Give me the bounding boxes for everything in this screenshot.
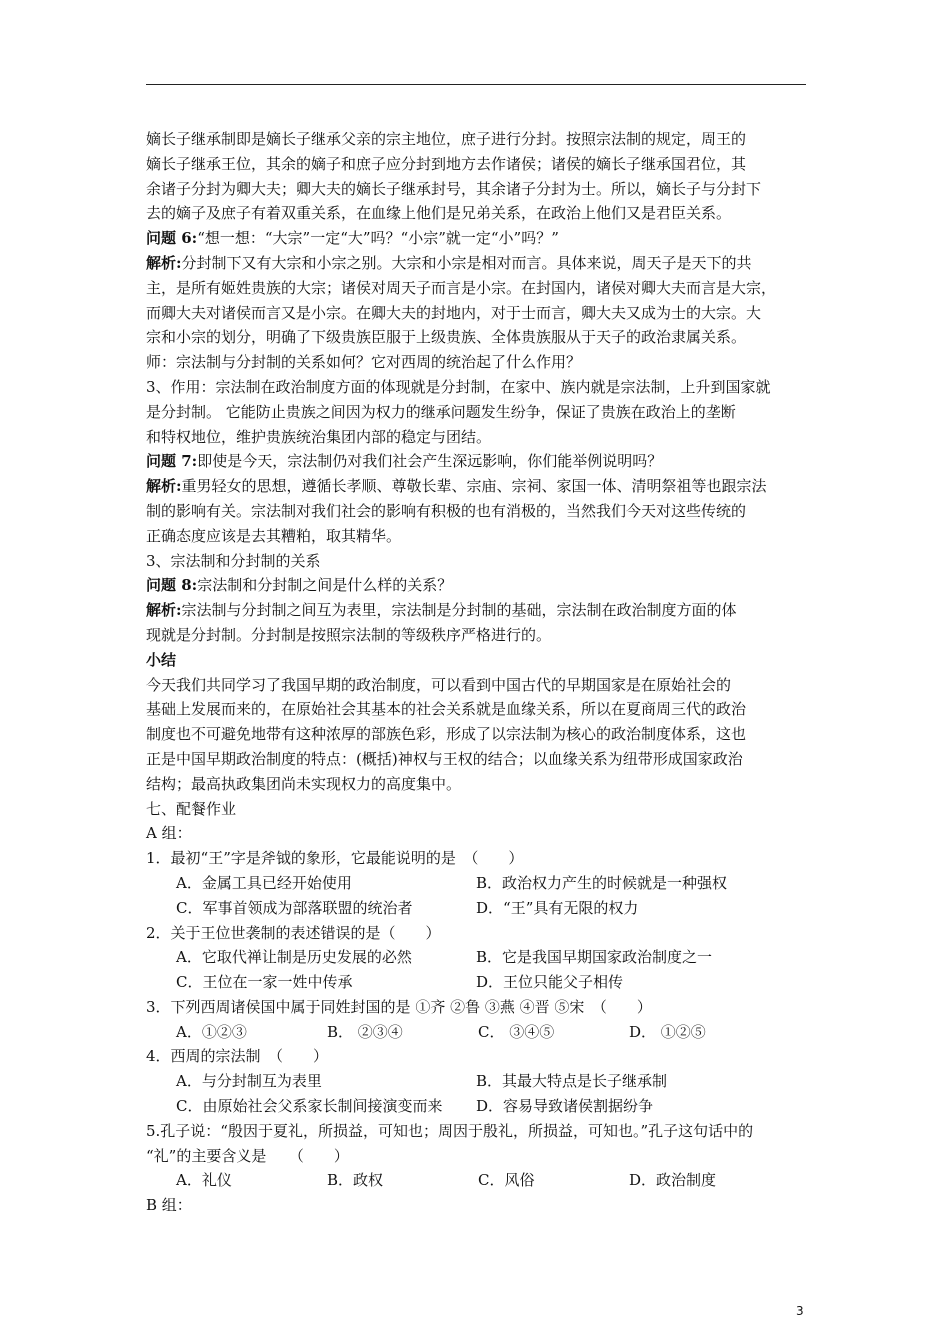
text-line: 和特权地位，维护贵族统治集团内部的稳定与团结。 xyxy=(146,427,492,446)
option-a: A．礼仪 xyxy=(176,1171,232,1190)
option-a: A．它取代禅让制是历史发展的必然 xyxy=(176,948,412,967)
option-c: C．风俗 xyxy=(478,1171,535,1190)
summary-title: 小结 xyxy=(146,650,177,669)
question-5 xyxy=(146,1119,814,1193)
question-3 xyxy=(146,995,814,1045)
question-stem: 2．关于王位世袭制的表述错误的是（ ） xyxy=(146,923,441,942)
text-line: 3、作用：宗法制在政治制度方面的体现就是分封制，在家中、族内就是宗法制，上升到国家就 xyxy=(146,377,771,396)
option-b: B．其最大特点是长子继承制 xyxy=(476,1072,668,1091)
text-line: 是分封制。 它能防止贵族之间因为权力的继承问题发生纷争，保证了贵族在政治上的垄断 xyxy=(146,402,736,421)
header-rule xyxy=(146,84,806,85)
question-text: “想一想：“大宗”一定“大”吗？“小宗”就一定“小”吗？” xyxy=(197,229,559,248)
question-stem-continued: “礼”的主要含义是 （ ） xyxy=(146,1146,349,1165)
answer-text: 分封制下又有大宗和小宗之别。大宗和小宗是相对而言。具体来说，周天子是天下的共 xyxy=(181,253,752,272)
answer-text: 重男轻女的思想，遵循长孝顺、尊敬长辈、宗庙、宗祠、家国一体、清明祭祖等也跟宗法 xyxy=(181,477,767,496)
section-heading: 3、宗法制和分封制的关系 xyxy=(146,551,321,570)
answer-8 xyxy=(146,598,814,648)
option-a: A．与分封制互为表里 xyxy=(176,1072,322,1091)
question-stem: 1．最初“王”字是斧钺的象形，它最能说明的是 （ ） xyxy=(146,849,524,868)
question-label: 问题 6: xyxy=(146,229,198,248)
question-2 xyxy=(146,921,814,995)
option-b: B．政治权力产生的时候就是一种强权 xyxy=(476,873,728,892)
option-d: D．“王”具有无限的权力 xyxy=(476,898,639,917)
option-b: B．政权 xyxy=(327,1171,384,1190)
text-line: 嫡长子继承王位，其余的嫡子和庶子应分封到地方去作诸侯；诸侯的嫡长子继承国君位，其 xyxy=(146,154,747,173)
intro-paragraph xyxy=(146,127,814,226)
text-line: 现就是分封制。分封制是按照宗法制的等级秩序严格进行的。 xyxy=(146,625,552,644)
page-number: 3 xyxy=(796,1304,804,1318)
question-stem: 3．下列西周诸侯国中属于同姓封国的是 ①齐 ②鲁 ③燕 ④晋 ⑤宋 （ ） xyxy=(146,997,652,1016)
question-stem: 4．西周的宗法制 （ ） xyxy=(146,1047,329,1066)
text-line: 嫡长子继承制即是嫡长子继承父亲的宗主地位，庶子进行分封。按照宗法制的规定，周王的 xyxy=(146,130,747,148)
summary-paragraph xyxy=(146,673,814,797)
question-text: 宗法制和分封制之间是什么样的关系？ xyxy=(197,576,453,595)
answer-text: 宗法制与分封制之间互为表里，宗法制是分封制的基础，宗法制在政治制度方面的体 xyxy=(181,601,737,620)
option-b: B． ②③④ xyxy=(327,1022,403,1041)
option-d: D．政治制度 xyxy=(629,1171,717,1190)
answer-7 xyxy=(146,474,814,548)
text-line: 去的嫡子及庶子有着双重关系，在血缘上他们是兄弟关系，在政治上他们又是君臣关系。 xyxy=(146,204,732,223)
answer-label: 解析: xyxy=(146,477,182,496)
option-c: C．军事首领成为部落联盟的统治者 xyxy=(176,898,413,917)
option-d: D． ①②⑤ xyxy=(629,1022,706,1041)
text-line: 正是中国早期政治制度的特点：(概括)神权与王权的结合；以血缘关系为纽带形成国家政治 xyxy=(146,749,743,768)
text-line: 制度也不可避免地带有这种浓厚的部族色彩，形成了以宗法制为核心的政治制度体系，这也 xyxy=(146,725,747,744)
answer-label: 解析: xyxy=(146,601,182,620)
group-a-label: A 组： xyxy=(146,824,192,843)
text-line: 正确态度应该是去其糟粕，取其精华。 xyxy=(146,526,402,545)
group-b-label: B 组： xyxy=(146,1196,192,1215)
question-label: 问题 7: xyxy=(146,452,198,471)
text-line: 主，是所有姬姓贵族的大宗；诸侯对周天子而言是小宗。在封国内，诸侯对卿大夫而言是大宗， xyxy=(146,278,777,297)
question-4 xyxy=(146,1044,814,1118)
answer-6 xyxy=(146,251,814,350)
text-line: 制的影响有关。宗法制对我们社会的影响有积极的也有消极的，当然我们今天对这些传统的 xyxy=(146,501,747,520)
question-8 xyxy=(146,573,814,598)
option-b: B．它是我国早期国家政治制度之一 xyxy=(476,948,713,967)
option-c: C．由原始社会父系家长制间接演变而来 xyxy=(176,1097,443,1116)
option-c: C． ③④⑤ xyxy=(478,1022,555,1041)
homework-title: 七、配餐作业 xyxy=(146,799,237,818)
page-content xyxy=(146,127,814,1218)
text-line: 结构；最高执政集团尚未实现权力的高度集中。 xyxy=(146,774,462,793)
text-line: 今天我们共同学习了我国早期的政治制度，可以看到中国古代的早期国家是在原始社会的 xyxy=(146,675,732,694)
option-a: A．金属工具已经开始使用 xyxy=(176,873,352,892)
text-line: 余诸子分封为卿大夫；卿大夫的嫡长子继承封号，其余诸子分封为士。所以，嫡长子与分封下 xyxy=(146,179,762,198)
question-stem: 5.孔子说：“殷因于夏礼，所损益，可知也；周因于殷礼，所损益，可知也。”孔子这句话中的 xyxy=(146,1121,754,1140)
text-line: 基础上发展而来的，在原始社会其基本的社会关系就是血缘关系，所以在夏商周三代的政治 xyxy=(146,700,747,719)
effect-paragraph xyxy=(146,375,814,449)
question-7 xyxy=(146,449,814,474)
question-text: 即使是今天，宗法制仍对我们社会产生深远影响，你们能举例说明吗？ xyxy=(197,452,663,471)
option-a: A．①②③ xyxy=(176,1022,247,1041)
option-d: D．王位只能父子相传 xyxy=(476,973,624,992)
option-d: D．容易导致诸侯割据纷争 xyxy=(476,1097,654,1116)
answer-label: 解析: xyxy=(146,253,182,272)
question-6 xyxy=(146,226,814,251)
text-line: 宗和小宗的划分，明确了下级贵族臣服于上级贵族、全体贵族服从于天子的政治隶属关系。 xyxy=(146,328,747,347)
text-line: 而卿大夫对诸侯而言又是小宗。在卿大夫的封地内，对于士而言，卿大夫又成为士的大宗。大 xyxy=(146,303,762,322)
teacher-question: 师：宗法制与分封制的关系如何？它对西周的统治起了什么作用？ xyxy=(146,353,582,372)
question-label: 问题 8: xyxy=(146,576,198,595)
option-c: C．王位在一家一姓中传承 xyxy=(176,973,353,992)
question-1 xyxy=(146,846,814,920)
